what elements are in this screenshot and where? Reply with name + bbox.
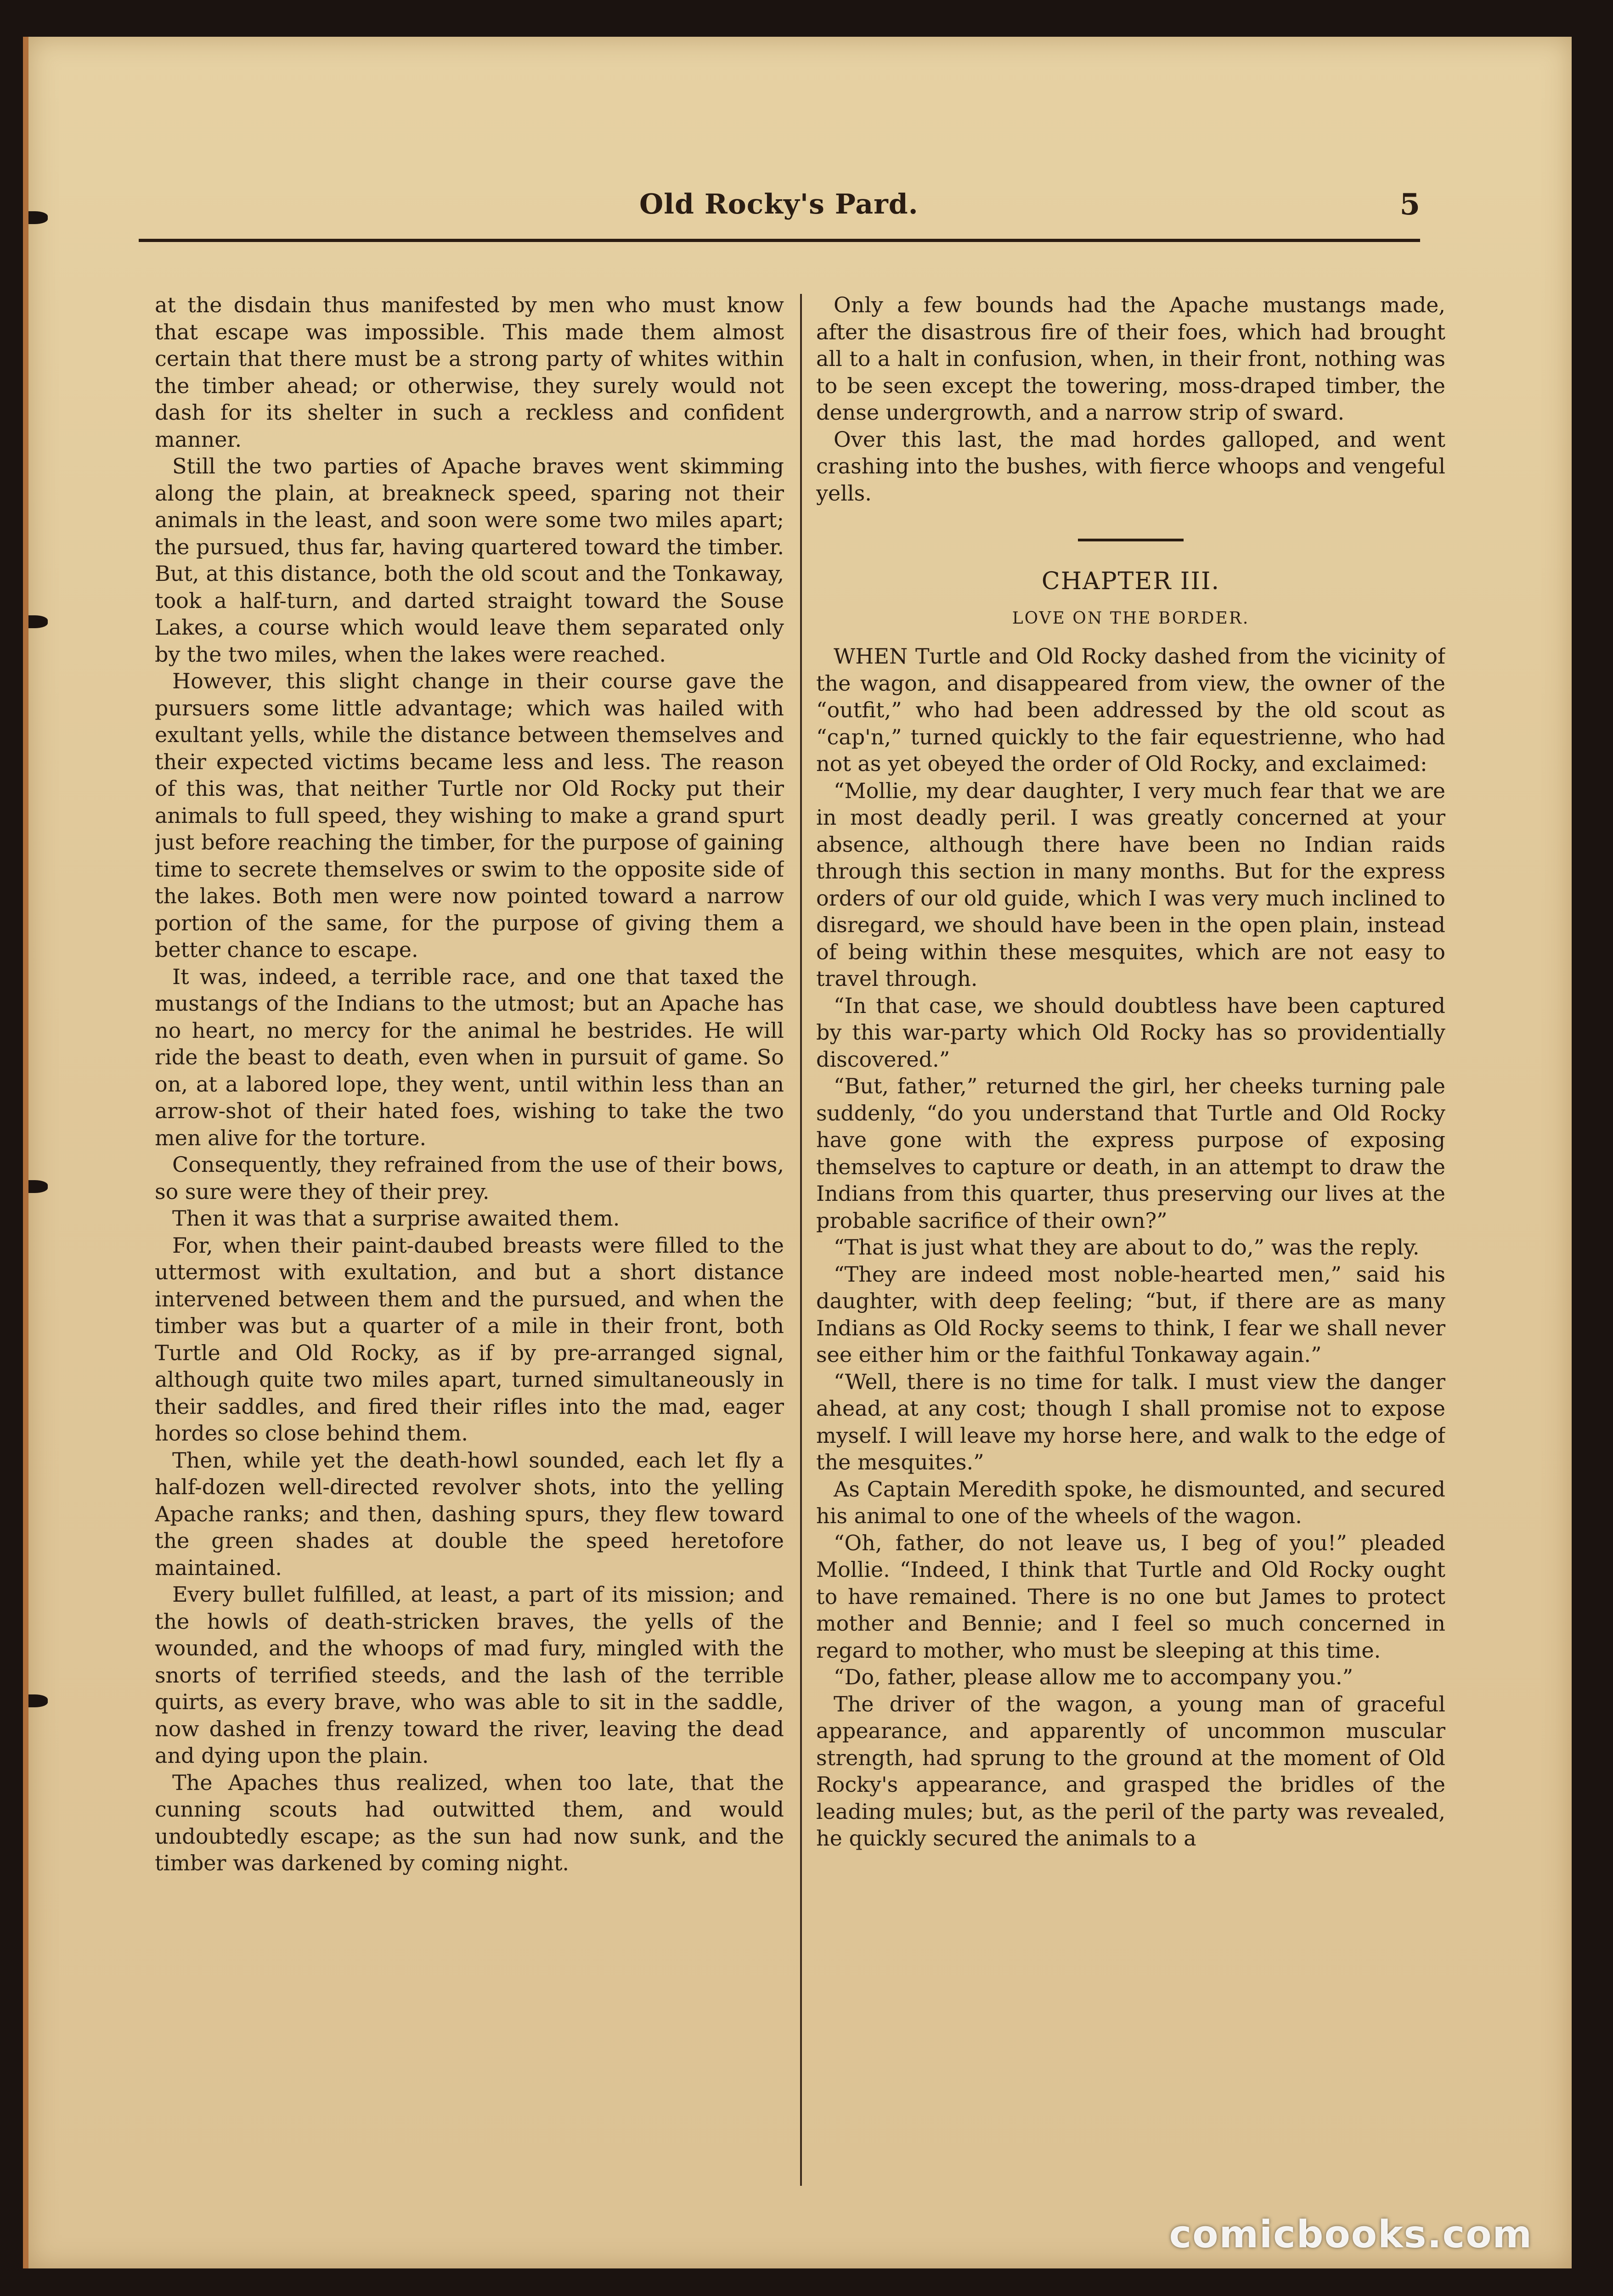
paragraph: “Well, there is no time for talk. I must view the danger ahead, at any cost; though I shall promise not to expose myself. I will leave my horse here, and walk to the edge of the mesquites.” [816, 1369, 1445, 1474]
paragraph: As Captain Meredith spoke, he dismounted, and secured his animal to one of the wheels of the wagon. [816, 1476, 1445, 1528]
paragraph: at the disdain thus manifested by men who must know that escape was impossible. This made them almost certain that there must be a strong party of whites within the timber ahead; or otherwise, they surely would not dash for its shelter in such a reckless and confident manner. [155, 293, 784, 452]
paragraph: Only a few bounds had the Apache mustangs made, after the disastrous fire of their foes, which had brought all to a halt in confusion, when, in their front, nothing was to be seen except the towering, moss-draped timber, the dense undergrowth, and a narrow strip of sward. [816, 293, 1445, 425]
binding-stitch [23, 211, 48, 224]
paragraph: Over this last, the mad hordes galloped, and went crashing into the bushes, with fierce whoops and vengeful yells. [816, 427, 1445, 506]
paragraph: The Apaches thus realized, when too late, that the cunning scouts had outwitted them, and would undoubtedly escape; as the sun had now sunk, and the timber was darkened by coming night. [155, 1770, 784, 1875]
paragraph: “Mollie, my dear daughter, I very much fear that we are in most deadly peril. I was greatly concerned at your absence, although there have been no Indian raids through this section in many months. But for the express orders of our old guide, which I was very much inclined to disregard, we should have been in the open plain, instead of being within these mesquites, which are not easy to travel through. [816, 778, 1445, 991]
paragraph: It was, indeed, a terrible race, and one that taxed the mustangs of the Indians to the utmost; but an Apache has no heart, no mercy for the animal he bestrides. He will ride the beast to death, even when in pursuit of game. So on, at a labored lope, they went, until within less than an arrow-shot of their hated foes, wishing to take the two men alive for the torture. [155, 964, 784, 1150]
page-header [139, 174, 1420, 253]
book-page [23, 37, 1572, 2268]
binding-stitch [23, 615, 48, 628]
paragraph: “Oh, father, do not leave us, I beg of you!” pleaded Mollie. “Indeed, I think that Turtle and Old Rocky ought to have remained. There is no one but James to protect mother and Bennie; and I feel so much concerned in regard to mother, who must be sleeping at this time. [816, 1530, 1445, 1663]
paragraph: Still the two parties of Apache braves went skimming along the plain, at breakneck speed, sparing not their animals in the least, and soon were some two miles apart; the pursued, thus far, having quartered toward the timber. But, at this distance, both the old scout and the Tonkaway, took a half-turn, and darted straight toward the Souse Lakes, a course which would leave them separated only by the two miles, when the lakes were reached. [155, 454, 784, 667]
page-number: 5 [1399, 187, 1420, 222]
paragraph: “Do, father, please allow me to accompany you.” [834, 1665, 1354, 1689]
paragraph: “They are indeed most noble-hearted men,” said his daughter, with deep feeling; “but, if there are as many Indians as Old Rocky seems to think, I fear we shall never see either him or the faithful Tonkaway again.” [816, 1261, 1445, 1367]
left-column [155, 292, 784, 2197]
header-rule [139, 239, 1420, 242]
paragraph: “That is just what they are about to do,” was the reply. [834, 1235, 1420, 1260]
paragraph: Then, while yet the death-howl sounded, each let fly a half-dozen well-directed revolver shots, into the yelling Apache ranks; and then, dashing spurs, they flew toward the green shades at double the speed heretofore maintained. [155, 1447, 784, 1580]
chapter-title: CHAPTER III. [1041, 568, 1220, 595]
paragraph: For, when their paint-daubed breasts were filled to the uttermost with exultation, and but a short distance intervened between them and the pursued, and when the timber was but a quarter of a mile in their front, both Turtle and Old Rocky, as if by pre-arranged signal, although quite two miles apart, turned simultaneously in their saddles, and fired their rifles into the mad, eager hordes so close behind them. [155, 1232, 784, 1446]
paragraph: The driver of the wagon, a young man of graceful appearance, and apparently of uncommon muscular strength, had sprung to the ground at the moment of Old Rocky's appearance, and grasped the bridles of the leading mules; but, as the peril of the party was revealed, he quickly secured the animals to a [816, 1691, 1445, 1851]
paragraph: “In that case, we should doubtless have been captured by this war-party which Old Rocky has so providentially discovered.” [816, 993, 1445, 1072]
binding-stitch [23, 1694, 48, 1707]
paragraph: Then it was that a surprise awaited them. [172, 1206, 620, 1231]
paragraph: Consequently, they refrained from the use of their bows, so sure were they of their prey. [155, 1152, 784, 1204]
section-rule [1078, 539, 1184, 541]
column-divider [800, 294, 802, 2186]
paragraph: “But, father,” returned the girl, her cheeks turning pale suddenly, “do you understand that Turtle and Old Rocky have gone with the express purpose of exposing themselves to capture or death, in an attempt to draw the Indians from this quarter, thus preserving our lives at the probable sacrifice of their own?” [816, 1074, 1445, 1233]
binding-stitch [23, 1180, 48, 1193]
running-title: Old Rocky's Pard. [639, 188, 919, 220]
paragraph: Every bullet fulfilled, at least, a part of its mission; and the howls of death-stricken braves, the yells of the wounded, and the whoops of mad fury, mingled with the snorts of terrified steeds, and the lash of the terrible quirts, as every brave, who was able to sit in the saddle, now dashed in frenzy toward the river, leaving the dead and dying upon the plain. [155, 1582, 784, 1768]
paragraph: WHEN Turtle and Old Rocky dashed from the vicinity of the wagon, and disappeared from view, the owner of the “outfit,” who had been addressed by the old scout as “cap'n,” turned quickly to the fair equestrienne, who had not as yet obeyed the order of Old Rocky, and exclaimed: [816, 644, 1445, 776]
watermark: comicbooks.com [1169, 2213, 1533, 2257]
right-column [816, 292, 1445, 2197]
chapter-subtitle: LOVE ON THE BORDER. [1012, 608, 1250, 628]
paragraph: However, this slight change in their course gave the pursuers some little advantage; which was hailed with exultant yells, while the distance between themselves and their expected victims became less and less. The reason of this was, that neither Turtle nor Old Rocky put their animals to full speed, they wishing to make a grand spurt just before reaching the timber, for the purpose of gaining time to secrete themselves or swim to the opposite side of the lakes. Both men were now pointed toward a narrow portion of the same, for the purpose of giving them a better chance to escape. [155, 669, 784, 962]
